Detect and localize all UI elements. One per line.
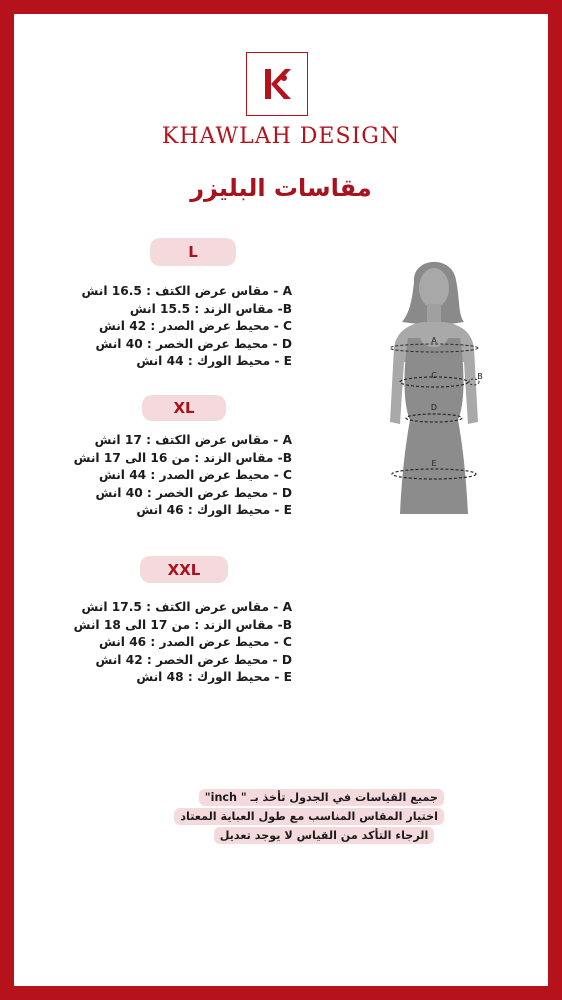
measure-line: A - مقاس عرض الكتف : 17.5 انش bbox=[81, 600, 292, 614]
measure-line: D - محيط عرض الخصر : 40 انش bbox=[95, 485, 292, 500]
measure-line: D - محيط عرض الخصر : 42 انش bbox=[95, 652, 292, 667]
page-title: مقاسات البليزر bbox=[190, 174, 372, 202]
measure-line: E - محيط الورك : 48 انش bbox=[136, 670, 292, 684]
measure-line: E - محيط الورك : 44 انش bbox=[136, 354, 292, 368]
label-d: D bbox=[430, 403, 438, 412]
note-line: جميع القياسات في الجدول تأخذ بـ " inch" bbox=[199, 789, 444, 806]
label-c: C bbox=[431, 371, 437, 380]
size-xl-measurements bbox=[74, 432, 292, 520]
label-e: E bbox=[431, 459, 437, 468]
label-b: B bbox=[477, 372, 483, 381]
note-line: الرجاء التأكد من القياس لا يوجد تعديل bbox=[214, 827, 435, 844]
note-line: اختيار المقاس المناسب مع طول العباية المعتاد bbox=[174, 808, 444, 825]
measurement-note bbox=[180, 787, 444, 846]
measure-line: C - محيط عرض الصدر : 42 انش bbox=[98, 319, 292, 333]
measure-line: B- مقاس الزند : من 16 الى 17 انش bbox=[73, 450, 292, 465]
size-chart-card bbox=[14, 14, 548, 986]
measure-line: C - محيط عرض الصدر : 46 انش bbox=[98, 635, 292, 649]
label-a: A bbox=[431, 336, 437, 345]
size-badge-l: L bbox=[150, 238, 236, 266]
measure-line: E - محيط الورك : 46 انش bbox=[136, 503, 292, 517]
body-measurement-figure bbox=[374, 252, 494, 520]
measure-line: D - محيط عرض الخصر : 40 انش bbox=[95, 336, 292, 351]
size-badge-xxl: XXL bbox=[140, 556, 228, 583]
size-l-measurements bbox=[82, 283, 292, 371]
brand-logo bbox=[246, 52, 308, 116]
measure-line: C - محيط عرض الصدر : 44 انش bbox=[98, 468, 292, 482]
measure-line: A - مقاس عرض الكتف : 16.5 انش bbox=[81, 284, 292, 298]
logo-k-icon bbox=[257, 64, 297, 104]
measure-line: B- مقاس الزند : من 17 الى 18 انش bbox=[73, 617, 292, 632]
size-xxl-measurements bbox=[74, 599, 292, 687]
measure-line: A - مقاس عرض الكتف : 17 انش bbox=[94, 433, 292, 447]
size-badge-xl: XL bbox=[142, 395, 226, 421]
brand-name: KHAWLAH DESIGN bbox=[161, 124, 401, 149]
measure-line: B- مقاس الزند : 15.5 انش bbox=[129, 301, 292, 316]
